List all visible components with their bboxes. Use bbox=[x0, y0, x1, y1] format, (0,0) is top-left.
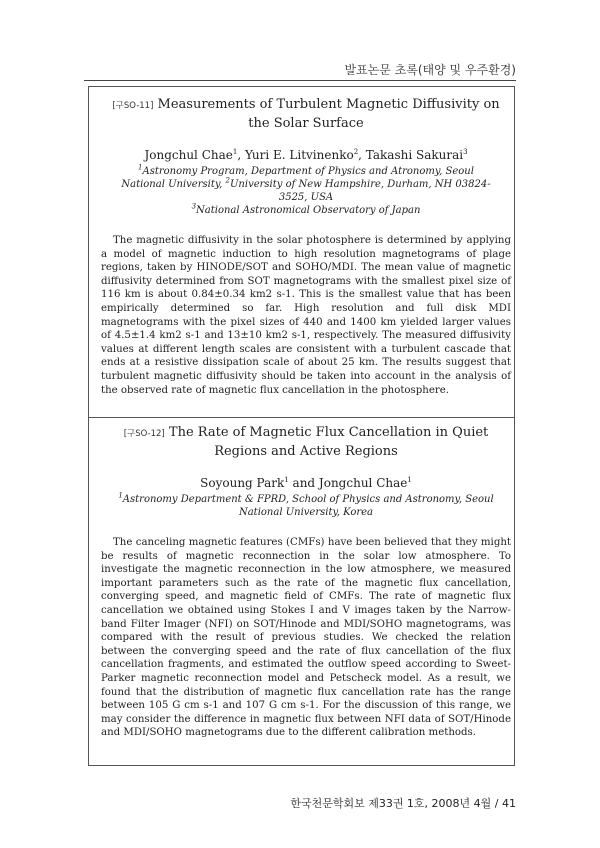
abstract-so-11 bbox=[89, 96, 514, 397]
affiliation-sup: 1 bbox=[138, 163, 143, 172]
affiliation-text: Astronomy Program, Department of Physics and Atronomy, Seoul National University, bbox=[121, 166, 474, 190]
author-list: Jongchul Chae$^1$, Yuri E. Litvinenko$^2$, Takashi Sakurai$^3$ bbox=[144, 148, 468, 162]
abstract-code: [구SO-11] bbox=[112, 101, 154, 111]
abstract-body: The magnetic diffusivity in the solar photosphere is determined by applying a model of magnetic induction to high resolution magnetograms of plage regions, taken by HINODE/SOT and SOHO/MDI. The mean value of magnetic diffusivity determined from SOT magnetograms with the smallest pixel size of 116 km is about 0.84±0.34 km2 s-1. This is the smallest value that has been empirically determined so far. High resolution and full disk MDI magnetograms with the pixel sizes of 440 and 1400 km yielded larger values of 4.5±1.4 km2 s-1 and 13±10 km2 s-1, respectively. The measured diffusivity values at different length scales are consistent with a turbulent cascade that ends at a resistive dissipation scale of about 25 km. The results suggest that turbulent magnetic diffusivity should be taken into account in the analysis of the observed rate of magnetic flux cancellation in the photosphere. bbox=[101, 235, 511, 396]
author-name: Jongchul Chae bbox=[144, 148, 233, 162]
affiliation-text: National Astronomical Observatory of Japan bbox=[196, 205, 421, 216]
abstract-title bbox=[101, 424, 511, 460]
author-name: Yuri E. Litvinenko bbox=[245, 148, 354, 162]
abstract-code: [구SO-12] bbox=[123, 429, 165, 439]
abstract-body: The canceling magnetic features (CMFs) have been believed that they might be results of magnetic reconnection in the solar low atmosphere. To investigate the magnetic reconnection in the low atmosphere, we measured important parameters such as the rate of the magnetic flux cancellation, converging speed, and magnetic field of CMFs. The rate of magnetic flux cancellation we obtained using Stokes I and V images taken by the Narrow-band Filter Imager (NFI) on SOT/Hinode and MDI/SOHO magnetograms, was compared with the result of previous studies. We checked the relation between the converging speed and the rate of flux cancellation of the flux cancellation fragments, and estimated the outflow speed according to Sweet-Parker magnetic reconnection model and Petscheck model. As a result, we found that the distribution of magnetic flux cancellation rate has the range between 105 G cm s-1 and 107 G cm s-1. For the discussion of this range, we may consider the difference in magnetic flux between NFI data of SOT/Hinode and MDI/SOHO magnetograms due to the different calibration methods. bbox=[101, 537, 511, 739]
affiliation-list bbox=[101, 165, 511, 217]
affiliation-sup: 1 bbox=[118, 491, 123, 500]
author-name: Takashi Sakurai bbox=[365, 148, 464, 162]
running-head: 발표논문 초록(태양 및 우주환경) bbox=[344, 63, 516, 77]
author-sup: 1 bbox=[407, 476, 412, 484]
abstract-divider bbox=[89, 417, 514, 418]
author-name: Jongchul Chae bbox=[318, 476, 408, 490]
affiliation-list bbox=[101, 493, 511, 519]
abstract-frame bbox=[88, 86, 515, 766]
author-sup: 2 bbox=[353, 148, 359, 156]
abstract-title-text: Measurements of Turbulent Magnetic Diffusivity on the Solar Surface bbox=[157, 97, 500, 131]
affiliation-sup: 2 bbox=[225, 176, 230, 185]
affiliation-text: University of New Hampshire, Durham, NH 03824-3525, USA bbox=[230, 179, 491, 203]
author-list: Soyoung Park$^1$ and Jongchul Chae$^1$ bbox=[200, 476, 412, 490]
affiliation-text: Astronomy Department & FPRD, School of Physics and Astronomy, Seoul National University, Korea bbox=[122, 494, 494, 518]
author-sup: 1 bbox=[284, 476, 289, 484]
author-sup: 3 bbox=[463, 148, 468, 156]
page-footer: 한국천문학회보 제33권 1호, 2008년 4월 / 41 bbox=[290, 797, 516, 810]
abstract-title-text: The Rate of Magnetic Flux Cancellation in Quiet Regions and Active Regions bbox=[168, 425, 489, 459]
affiliation-sup: 3 bbox=[191, 202, 197, 211]
abstract-title bbox=[101, 96, 511, 132]
author-sup: 1 bbox=[232, 148, 238, 156]
header-rule bbox=[84, 80, 516, 81]
author-name: Soyoung Park bbox=[200, 476, 285, 490]
abstract-so-12 bbox=[89, 424, 514, 740]
